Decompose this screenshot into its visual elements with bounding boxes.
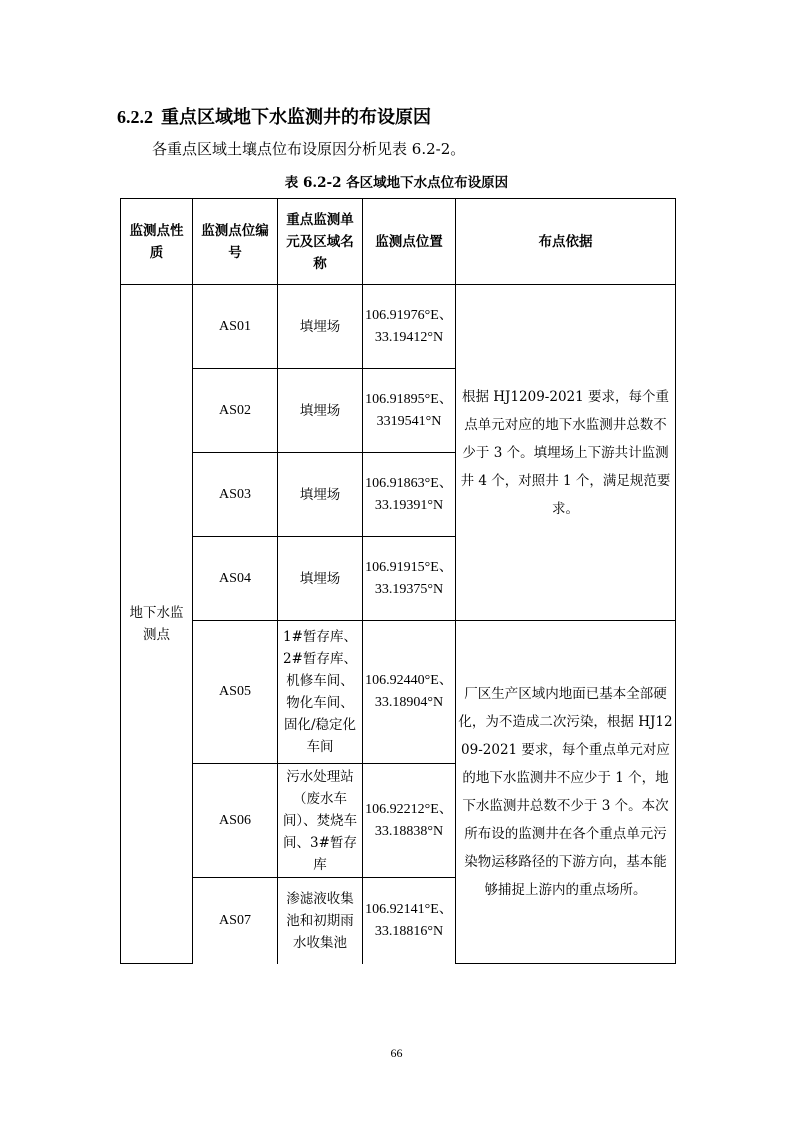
- point-id-cell: AS07: [193, 878, 278, 964]
- header-location: 监测点位置: [363, 199, 456, 285]
- intro-paragraph: 各重点区域土壤点位布设原因分析见表 6.2-2。: [152, 140, 466, 158]
- table-header-row: [121, 199, 676, 285]
- header-point-id: 监测点位编号: [193, 199, 278, 285]
- location-cell: 106.92212°E、33.18838°N: [363, 764, 456, 878]
- point-id-cell: AS05: [193, 621, 278, 764]
- unit-cell: 污水处理站（废水车间）、焚烧车间、3#暂存库: [278, 764, 363, 878]
- section-title: 重点区域地下水监测井的布设原因: [161, 107, 431, 128]
- table-row: [121, 285, 676, 369]
- header-unit: 重点监测单元及区域名称: [278, 199, 363, 285]
- unit-cell: 1#暂存库、2#暂存库、机修车间、物化车间、固化/稳定化车间: [278, 621, 363, 764]
- location-cell: 106.92141°E、33.18816°N: [363, 878, 456, 964]
- location-cell: 106.91976°E、33.19412°N: [363, 285, 456, 369]
- table-caption: 表 6.2-2 各区域地下水点位布设原因: [284, 175, 509, 191]
- header-nature: 监测点性质: [121, 199, 193, 285]
- location-cell: 106.92440°E、33.18904°N: [363, 621, 456, 764]
- location-cell: 106.91895°E、3319541°N: [363, 369, 456, 453]
- unit-cell: 填埋场: [278, 369, 363, 453]
- location-cell: 106.91915°E、33.19375°N: [363, 537, 456, 621]
- nature-cell: 地下水监测点: [121, 285, 193, 964]
- basis-cell-landfill: 根据 HJ1209-2021 要求，每个重点单元对应的地下水监测井总数不少于 3 个。填埋场上下游共计监测井 4 个，对照井 1 个，满足规范要求。: [456, 285, 676, 621]
- point-id-cell: AS04: [193, 537, 278, 621]
- location-cell: 106.91863°E、33.19391°N: [363, 453, 456, 537]
- section-number: 6.2.2: [117, 107, 153, 127]
- table-row: [121, 621, 676, 764]
- point-id-cell: AS02: [193, 369, 278, 453]
- unit-cell: 填埋场: [278, 537, 363, 621]
- point-id-cell: AS01: [193, 285, 278, 369]
- page-number: 66: [390, 1046, 403, 1060]
- section-heading: [117, 103, 431, 129]
- header-basis: 布点依据: [456, 199, 676, 285]
- unit-cell: 填埋场: [278, 285, 363, 369]
- unit-cell: 渗滤液收集池和初期雨水收集池: [278, 878, 363, 964]
- unit-cell: 填埋场: [278, 453, 363, 537]
- basis-cell-production: 厂区生产区域内地面已基本全部硬化，为不造成二次污染，根据 HJ1209-2021 要求，每个重点单元对应的地下水监测井不应少于 1 个，地下水监测井总数不少于 3 个。本次所布设的监测井在各个重点单元污染物运移路径的下游方向，基本能够捕捉上游内的重点场所。: [456, 621, 676, 964]
- monitoring-table: [120, 198, 676, 964]
- point-id-cell: AS06: [193, 764, 278, 878]
- point-id-cell: AS03: [193, 453, 278, 537]
